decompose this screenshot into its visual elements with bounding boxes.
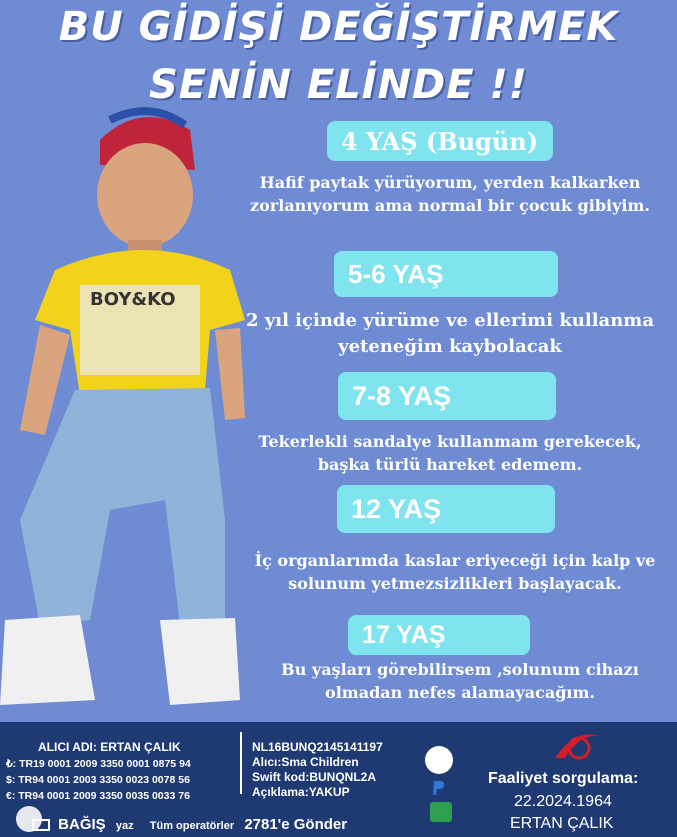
donation-footer [0,722,677,837]
sms-donation-line [32,816,347,833]
stage-label-2: 5-6 YAŞ [334,251,558,297]
iban-usd: $: TR94 0001 2003 3350 0023 0078 56 [6,774,190,786]
stage-text-4: İç organlarımda kaslar eriyeceği için kalp ve solunum yetmezsizlikleri başlayacak. [254,551,656,594]
stage-text-3: Tekerlekli sandalye kullanmam gerekecek, başka türlü hareket edemem. [258,432,642,475]
stage-text-5: Bu yaşları görebilirsem ,solunum cihazı olmadan nefes alamayacağım. [281,660,639,703]
paypal-icon [432,780,446,796]
stage-label-4: 12 YAŞ [337,485,555,533]
stage-label-1: 4 YAŞ (Bugün) [327,121,553,161]
sms-number: 2781'e [244,816,290,833]
sms-bagis: BAĞIŞ [58,816,106,833]
recipient-name: ALICI ADI: ERTAN ÇALIK [38,740,181,754]
child-photo [0,100,250,710]
stage-label-5: 17 YAŞ [348,615,530,655]
transfer-description: Açıklama:YAKUP [252,785,350,799]
main-title-line1: BU GİDİŞİ DEĞİŞTİRMEK [58,4,619,50]
sms-operators: Tüm operatörler [149,820,235,832]
sms-send: Gönder [293,816,348,833]
crescent-logo-icon [545,728,605,768]
faaliyet-name: ERTAN ÇALIK [510,815,614,832]
association-logo-icon [425,746,453,774]
iban-eur: €: TR94 0001 2009 3350 0035 0033 76 [6,790,190,802]
stage-text-2: 2 yıl içinde yürüme ve ellerimi kullanma yeteneğim kaybolacak [245,310,655,358]
foreign-recipient: Alıcı:Sma Children [252,755,359,769]
faaliyet-label: Faaliyet sorgulama: [488,770,639,787]
foreign-iban: NL16BUNQ2145141197 [252,740,383,754]
charity-icon [430,802,452,822]
faaliyet-date: 22.2024.1964 [514,793,612,810]
svg-text:BOY&KO: BOY&KO [90,289,176,310]
stage-text-1: Hafif paytak yürüyorum, yerden kalkarken zorlanıyorum ama normal bir çocuk gibiyim. [250,173,650,216]
mail-icon [32,819,50,831]
swift-code: Swift kod:BUNQNL2A [252,770,376,784]
iban-try: ₺: TR19 0001 2009 3350 0001 0875 94 [6,758,191,770]
sms-yaz: yaz [115,820,134,832]
footer-divider [240,732,242,794]
main-title-line2: SENİN ELİNDE !! [148,62,528,108]
stage-label-3: 7-8 YAŞ [338,372,556,420]
